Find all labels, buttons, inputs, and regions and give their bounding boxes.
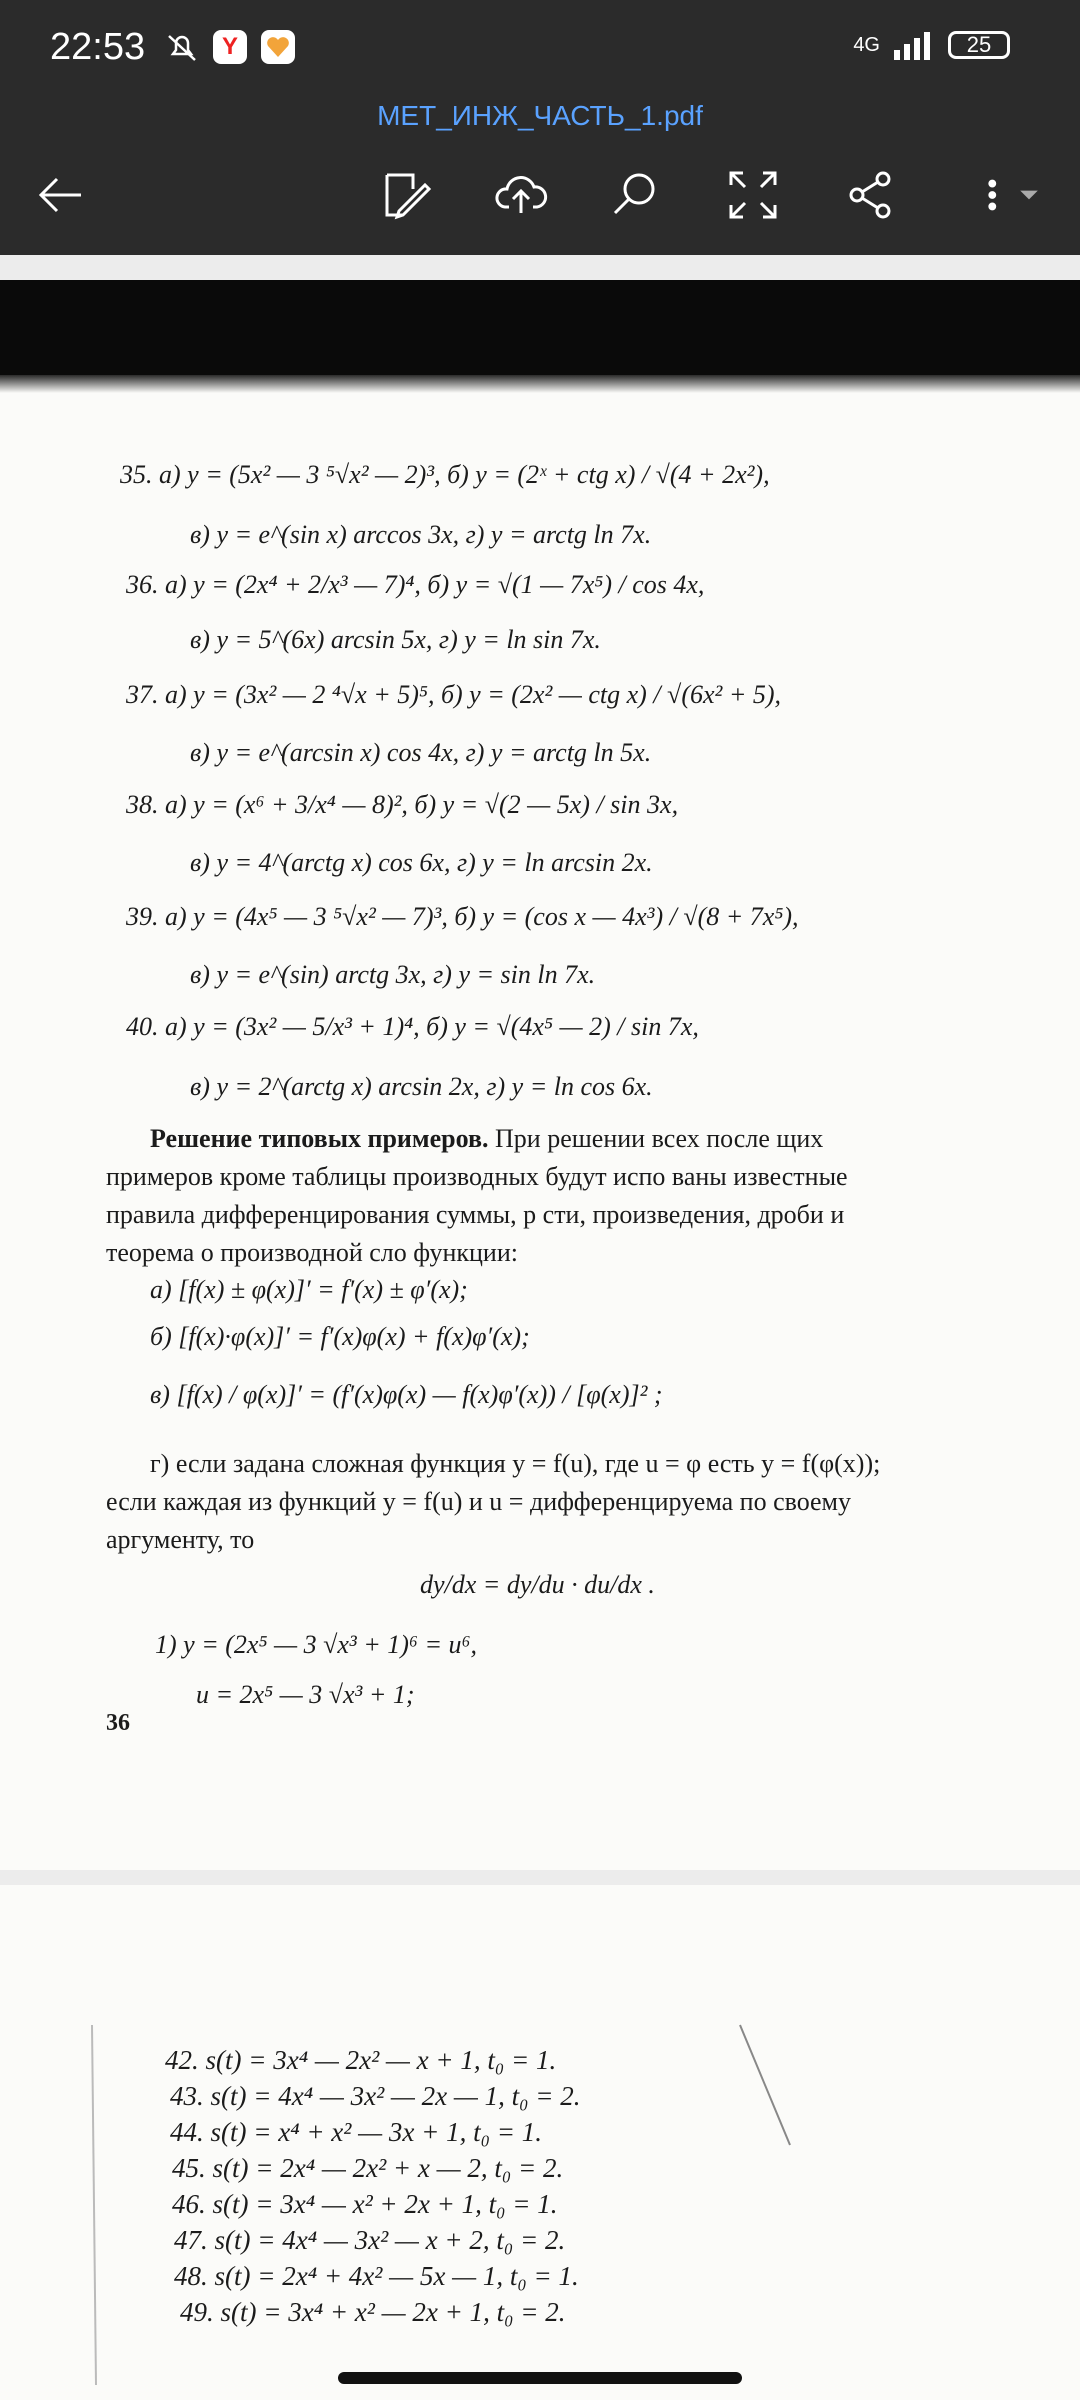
exercise-line: в) y = e^(sin x) arccos 3x, г) y = arctg ln 7x. (190, 520, 652, 549)
rule-sum: а) [f(x) ± φ(x)]′ = f′(x) ± φ′(x); (150, 1275, 468, 1304)
document-title: МЕТ_ИНЖ_ЧАСТЬ_1.pdf (377, 100, 703, 131)
status-notification-icons (165, 30, 295, 64)
exercise-s-line: 47. s(t) = 4x⁴ — 3x² — x + 2, t₀ = 2. (174, 2225, 566, 2255)
fullscreen-button[interactable] (718, 160, 788, 230)
exercise-s-line: 43. s(t) = 4x⁴ — 3x² — 2x — 1, t₀ = 2. (170, 2081, 581, 2111)
exercise-line: в) y = e^(sin) arctg 3x, г) y = sin ln 7x. (190, 960, 596, 989)
pdf-page-1 (0, 280, 1080, 1870)
heart-app-icon (261, 30, 295, 64)
edit-icon (379, 167, 435, 223)
more-options-button[interactable] (964, 160, 1054, 230)
rule-product: б) [f(x)·φ(x)]′ = f′(x)φ(x) + f(x)φ′(x); (150, 1322, 530, 1351)
share-button[interactable] (836, 160, 906, 230)
chain-rule-formula: dy/dx = dy/du · du/dx . (420, 1570, 655, 1599)
example-1-line-1: 1) y = (2x⁵ — 3 √x³ + 1)⁶ = u⁶, (155, 1630, 478, 1659)
yandex-icon: Y (213, 30, 247, 64)
share-icon (843, 167, 899, 223)
scan-edge (0, 280, 1080, 375)
expand-icon (725, 167, 781, 223)
rule-quotient: в) [f(x) / φ(x)]′ = (f′(x)φ(x) — f(x)φ′(x)) / [φ(x)]² ; (150, 1380, 663, 1409)
status-time: 22:53 (50, 26, 146, 68)
back-button[interactable] (26, 160, 96, 230)
exercise-s-line: 49. s(t) = 3x⁴ + x² — 2x + 1, t₀ = 2. (180, 2297, 566, 2327)
chevron-down-icon (1018, 184, 1040, 206)
search-button[interactable] (600, 160, 670, 230)
page-number: 36 (106, 1710, 130, 1736)
example-1-line-2: u = 2x⁵ — 3 √x³ + 1; (196, 1680, 415, 1709)
network-type: 4G (853, 33, 880, 56)
exercise-line: 36. а) y = (2x⁴ + 2/x³ — 7)⁴, б) y = √(1 — 7x⁵) / cos 4x, (126, 570, 705, 599)
exercise-line: в) y = e^(arcsin x) cos 4x, г) y = arctg ln 5x. (190, 738, 652, 767)
pdf-page-2 (0, 1885, 1080, 2400)
home-indicator[interactable] (338, 2372, 742, 2384)
signal-icon (892, 30, 936, 60)
edit-button[interactable] (372, 160, 442, 230)
exercise-line: 37. а) y = (3x² — 2 ⁴√x + 5)⁵, б) y = (2x² — ctg x) / √(6x² + 5), (126, 680, 782, 709)
solution-heading: Решение типовых примеров. (150, 1124, 489, 1153)
exercise-line: 39. а) y = (4x⁵ — 3 ⁵√x² — 7)³, б) y = (cos x — 4x³) / √(8 + 7x⁵), (126, 902, 799, 931)
solution-text: При решении всех после щих примеров кроме таблицы производных будут испо ваны известные правила дифференцирования суммы, р сти, произведения, дроби и теорема о производной сло функции: (106, 1124, 848, 1267)
exercise-line: в) y = 2^(arctg x) arcsin 2x, г) y = ln cos 6x. (190, 1072, 653, 1101)
exercise-line: 40. а) y = (3x² — 5/x³ + 1)⁴, б) y = √(4x⁵ — 2) / sin 7x, (126, 1012, 699, 1041)
arrow-left-icon (33, 167, 89, 223)
exercise-s-line: 48. s(t) = 2x⁴ + 4x² — 5x — 1, t₀ = 1. (174, 2261, 579, 2291)
exercise-line: 35. а) y = (5x² — 3 ⁵√x² — 2)³, б) y = (2ˣ + ctg x) / √(4 + 2x²), (120, 460, 770, 489)
solution-intro (106, 1120, 886, 1272)
status-right (853, 30, 1010, 60)
battery-icon (948, 31, 1010, 59)
bell-off-icon (165, 30, 199, 64)
more-vertical-icon (978, 167, 1018, 223)
status-bar (0, 0, 1080, 100)
search-icon (607, 167, 663, 223)
exercise-line: в) y = 5^(6x) arcsin 5x, г) y = ln sin 7x. (190, 625, 601, 654)
exercise-s-line: 42. s(t) = 3x⁴ — 2x² — x + 1, t₀ = 1. (165, 2045, 557, 2075)
exercise-line: 38. а) y = (x⁶ + 3/x⁴ — 8)², б) y = √(2 — 5x) / sin 3x, (126, 790, 679, 819)
exercise-s-line: 46. s(t) = 3x⁴ — x² + 2x + 1, t₀ = 1. (172, 2189, 558, 2219)
cloud-upload-icon (493, 167, 549, 223)
exercise-s-line: 45. s(t) = 2x⁴ — 2x² + x — 2, t₀ = 2. (172, 2153, 564, 2183)
battery-level: 25 (966, 32, 992, 57)
exercise-s-line: 44. s(t) = x⁴ + x² — 3x + 1, t₀ = 1. (170, 2117, 542, 2147)
pdf-toolbar (0, 100, 1080, 255)
upload-button[interactable] (486, 160, 556, 230)
exercise-line: в) y = 4^(arctg x) cos 6x, г) y = ln arcsin 2x. (190, 848, 653, 877)
rule-chain-text: г) если задана сложная функция y = f(u), где u = φ есть y = f(φ(x)); если каждая из функций y = f(u) и u = дифференцируема по своему аргументу, то (106, 1449, 881, 1554)
